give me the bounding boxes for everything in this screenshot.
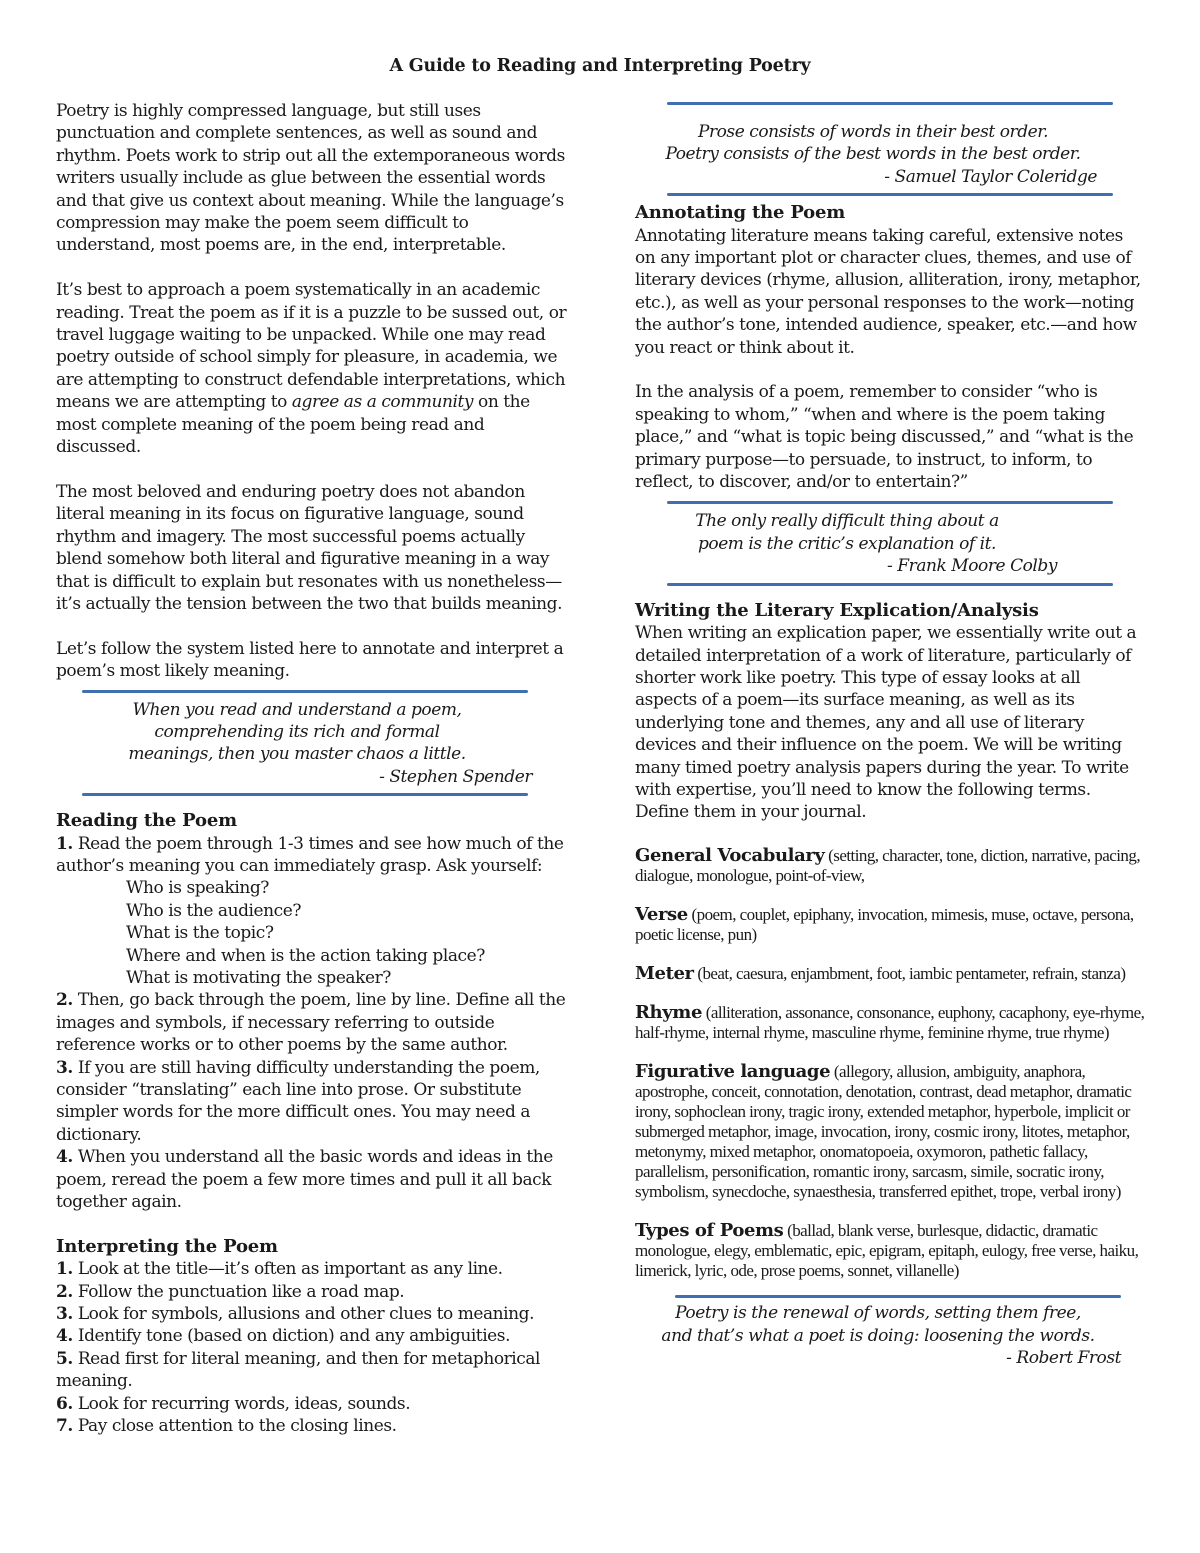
vocabulary-list xyxy=(635,846,1145,1281)
question-item: What is the topic? xyxy=(126,923,274,944)
annotating-heading: Annotating the Poem xyxy=(635,202,846,224)
quote-rule-bottom xyxy=(667,193,1113,196)
quote-colby: The only really difficult thing about a poem is the critic’s explanation of it. - Frank Moore Colby xyxy=(637,510,1057,577)
interpreting-heading: Interpreting the Poem xyxy=(56,1235,278,1257)
quote-rule-top xyxy=(667,501,1113,504)
vocab-types-of-poems: Types of Poems (ballad, blank verse, burlesque, didactic, dramatic monologue, elegy, emblematic, epic, epigram, epitaph, eulogy, free verse, haiku, limerick, lyric, ode, prose poems, sonnet, villanelle) xyxy=(635,1220,1139,1281)
quote-rule-top xyxy=(82,690,528,693)
interpreting-step: 5. Read first for literal meaning, and then for metaphorical meaning. xyxy=(56,1348,541,1392)
vocab-rhyme: Rhyme (alliteration, assonance, consonance, euphony, cacaphony, eye-rhyme, half-rhyme, internal rhyme, masculine rhyme, feminine rhyme, true rhyme) xyxy=(635,1002,1145,1043)
reading-step-3: 3. If you are still having difficulty understanding the poem, consider “translating” each line into prose. Or substitute simpler words for the more difficult ones. You may need a dictionary. xyxy=(56,1057,540,1145)
interpreting-step: 4. Identify tone (based on diction) and any ambiguities. xyxy=(56,1326,511,1347)
writing-paragraph: When writing an explication paper, we essentially write out a detailed interpretation of a work of literature, particularly of shorter work like poetry. This type of essay looks at all aspects of a poem—its surface meaning, as well as its underlying tone and themes, any and all use of literary devices and their influence on the poem. We will be writing many timed poetry analysis papers during the year. To write with expertise, you’ll need to know the following terms. Define them in your journal. xyxy=(635,623,1137,823)
interpreting-step: 3. Look for symbols, allusions and other clues to meaning. xyxy=(56,1304,535,1325)
interpreting-step: 7. Pay close attention to the closing lines. xyxy=(56,1416,397,1437)
quote-frost: Poetry is the renewal of words, setting them free, and that’s what a poet is doing: loosening the words. - Robert Frost xyxy=(635,1302,1121,1369)
page-title: A Guide to Reading and Interpreting Poetry xyxy=(389,56,811,76)
literal-meaning-paragraph: The most beloved and enduring poetry does not abandon literal meaning in its focus on figurative language, sound rhythm and imagery. The most successful poems actually blend somehow both literal and figurative meaning in a way that is difficult to explain but resonates with us nonetheless—it’s actually the tension between the two that builds meaning. xyxy=(56,481,563,614)
quote-rule-top xyxy=(667,102,1113,105)
vocab-figurative: Figurative language (allegory, allusion, ambiguity, anaphora, apostrophe, conceit, connotation, denotation, contrast, dead metaphor, dramatic irony, sophoclean irony, tragic irony, extended metaphor, hyperbole, implicit or submerged metaphor, image, invocation, irony, cosmic irony, litotes, metaphor, metonymy, mixed metaphor, onomatopoeia, oxymoron, pathetic fallacy, parallelism, personification, romantic irony, sarcasm, simile, socratic irony, symbolism, synecdoche, synaesthesia, transferred epithet, trope, verbal irony) xyxy=(635,1061,1132,1202)
question-item: Who is speaking? xyxy=(126,878,269,899)
quote-attribution: - Stephen Spender xyxy=(379,766,532,787)
question-item: Where and when is the action taking place? xyxy=(126,945,485,966)
interpreting-step: 6. Look for recurring words, ideas, sounds. xyxy=(56,1393,411,1414)
quote-attribution: - Frank Moore Colby xyxy=(887,556,1057,577)
reading-step-4: 4. When you understand all the basic words and ideas in the poem, reread the poem a few more times and pull it all back together again. xyxy=(56,1147,553,1213)
quote-rule-top xyxy=(675,1295,1121,1298)
vocab-meter: Meter (beat, caesura, enjambment, foot, iambic pentameter, refrain, stanza) xyxy=(635,963,1126,985)
interpreting-step: 1. Look at the title—it’s often as important as any line. xyxy=(56,1259,503,1280)
agree-as-community-emphasis: agree as a community xyxy=(291,392,474,413)
writing-heading: Writing the Literary Explication/Analysis xyxy=(635,599,1039,621)
quote-rule-bottom xyxy=(667,583,1113,586)
quote-spender: When you read and understand a poem, comprehending its rich and formal meanings, then you master chaos a little. - Stephen Spender xyxy=(62,699,532,789)
question-item: What is motivating the speaker? xyxy=(126,967,391,988)
quote-rule-bottom xyxy=(82,793,528,796)
interpreting-step: 2. Follow the punctuation like a road map. xyxy=(56,1281,405,1302)
annotating-paragraph: Annotating literature means taking careful, extensive notes on any important plot or character clues, themes, and use of literary devices (rhyme, allusion, alliteration, irony, metaphor, etc.), as well as your personal responses to the work—noting the author’s tone, intended audience, speaker, etc.—and how you react or think about it. xyxy=(635,225,1141,358)
reading-step-2: 2. Then, go back through the poem, line by line. Define all the images and symbols, if necessary referring to outside reference works or to other poems by the same author. xyxy=(56,990,566,1056)
approach-paragraph: It’s best to approach a poem systematically in an academic reading. Treat the poem as if it is a puzzle to be sussed out, or travel luggage waiting to be unpacked. While one may read poetry outside of school simply for pleasure, in academia, we are attempting to construct defendable interpretations, which means we are attempting to agree as a community on the most complete meaning of the poem being read and discussed. xyxy=(56,280,567,458)
quote-attribution: - Robert Frost xyxy=(1006,1347,1121,1368)
left-column xyxy=(56,100,568,1438)
follow-system-paragraph: Let’s follow the system listed here to annotate and interpret a poem’s most likely meaning. xyxy=(56,638,564,682)
intro-paragraph: Poetry is highly compressed language, but still uses punctuation and complete sentences, as well as sound and rhythm. Poets work to strip out all the extemporaneous words writers usually include as glue between the essential words and that give us context about meaning. While the language’s compression may make the poem seem difficult to understand, most poems are, in the end, interpretable. xyxy=(56,101,565,256)
quote-attribution: - Samuel Taylor Coleridge xyxy=(884,166,1097,187)
quote-coleridge: Prose consists of words in their best order. Poetry consists of the best words in the best order. - Samuel Taylor Coleridge xyxy=(635,121,1111,188)
reading-step-1: 1. Read the poem through 1-3 times and see how much of the author’s meaning you can immediately grasp. Ask yourself: xyxy=(56,833,564,876)
vocab-general: General Vocabulary (setting, character, tone, diction, narrative, pacing, dialogue, monologue, point-of-view, xyxy=(635,845,1141,886)
vocab-verse: Verse (poem, couplet, epiphany, invocation, mimesis, muse, octave, persona, poetic license, pun) xyxy=(635,904,1134,945)
right-column xyxy=(635,100,1145,1369)
analysis-paragraph: In the analysis of a poem, remember to consider “who is speaking to whom,” “when and where is the poem taking place,” and “what is topic being discussed,” and “what is the primary purpose—to persuade, to instruct, to inform, to reflect, to discover, and/or to entertain?” xyxy=(635,382,1134,493)
question-item: Who is the audience? xyxy=(126,900,301,921)
reading-heading: Reading the Poem xyxy=(56,810,237,832)
